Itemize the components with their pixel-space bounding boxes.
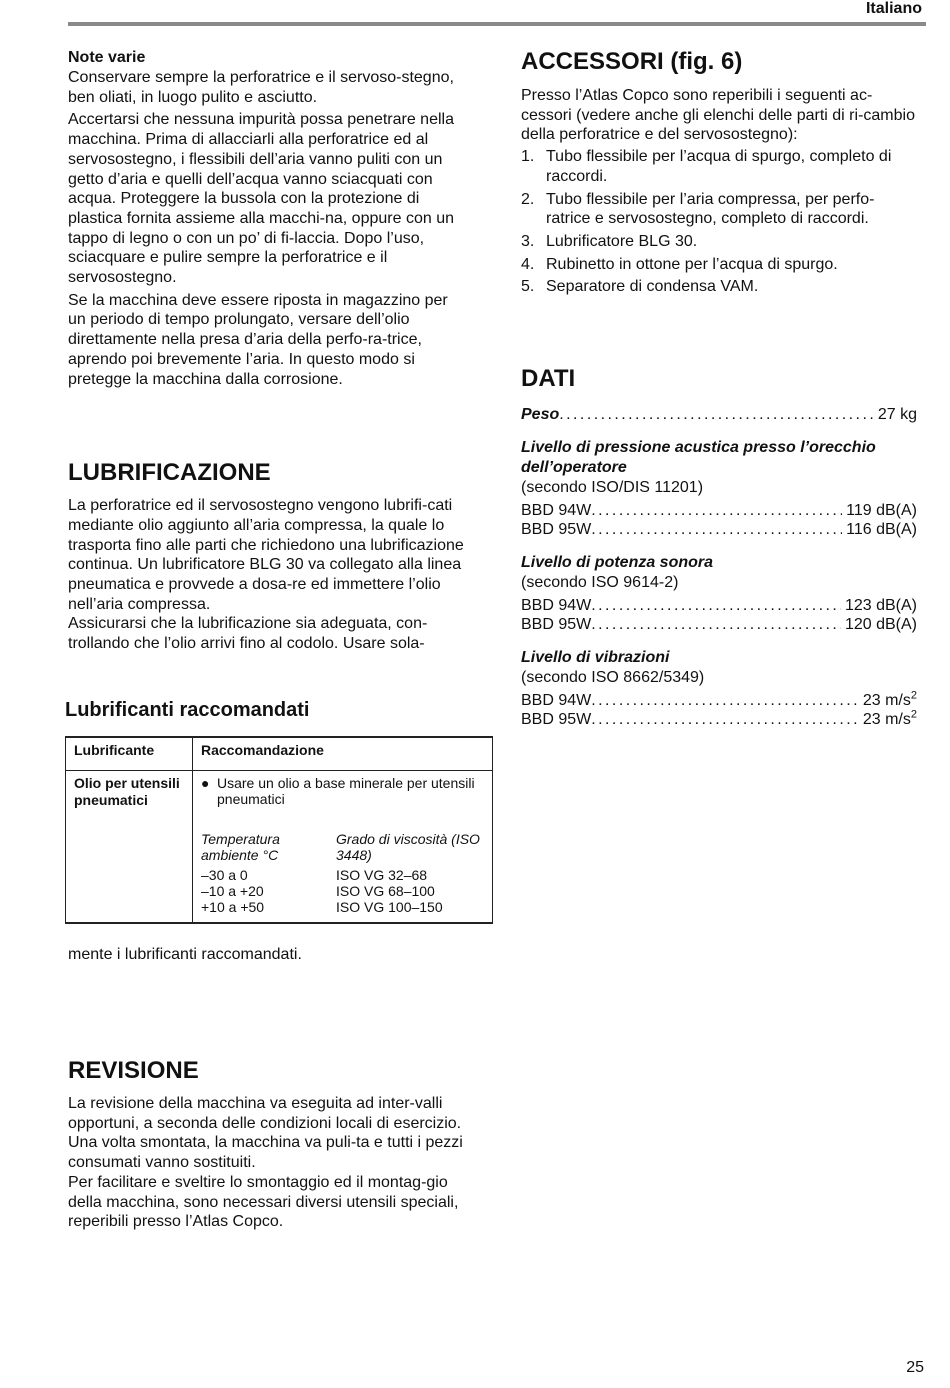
viscosity-value: ISO VG 32–68 bbox=[336, 867, 428, 883]
viscosity-value: ISO VG 68–100 bbox=[336, 883, 435, 899]
viscosity-header: Grado di viscosità (ISO 3448) bbox=[336, 831, 480, 863]
list-item: 1. Tubo flessibile per l’acqua di spurgo, completo di raccordi. bbox=[521, 148, 892, 185]
temperature-header: Temperatura ambiente °C bbox=[201, 831, 280, 863]
note-varie-paragraph: Se la macchina deve essere riposta in magazzino per un periodo di tempo prolungato, versare dell’olio direttamente nella presa d’aria della perfo-ra-trice, aprendo poi brevemente l’aria. In questo modo si pretegge la macchina dalla corrosione. bbox=[68, 291, 448, 388]
viscosity-value: ISO VG 100–150 bbox=[336, 899, 443, 915]
revisione-paragraph: Per facilitare e sveltire lo smontaggio ed il montag-gio della macchina, sono necessari diversi utensili speciali, reperibili presso l’Atlas Copco. bbox=[68, 1173, 459, 1231]
potenza-standard: (secondo ISO 9614-2) bbox=[521, 573, 679, 591]
list-item: 3. Lubrificatore BLG 30. bbox=[521, 232, 698, 250]
accessori-list bbox=[521, 147, 917, 297]
note-varie-title: Note varie bbox=[68, 49, 146, 66]
list-item: 2. Tubo flessibile per l’aria compressa, per perfo-ratrice e servosostegno, completo di raccordi. bbox=[521, 190, 875, 228]
data-row: BBD 94W . . . 123 dB(A) bbox=[521, 596, 917, 616]
temperature-value: +10 a +50 bbox=[201, 899, 265, 915]
note-varie-paragraph: Accertarsi che nessuna impurità possa penetrare nella macchina. Prima di allacciarli alla perforatrice ed al servosostegno, i flessibili dell’aria vanno puliti con un getto d’aria e quelli dell’acqua vanno sciacquati con acqua. Proteggere la bussola con la protezione di plastica fornita assieme alla macchi-na, oppure con un tappo di legno o con un po’ di fi-laccia. Dopo l’uso, sciacquare e pulire sempre la perforatrice e il servosostegno. bbox=[68, 111, 454, 287]
right-column bbox=[521, 48, 917, 730]
lubricants-title: Lubrificanti raccomandati bbox=[65, 699, 310, 721]
dati-title: DATI bbox=[521, 365, 576, 393]
revisione-title: REVISIONE bbox=[68, 1057, 199, 1084]
revisione-section bbox=[68, 1057, 468, 1232]
pressione-standard: (secondo ISO/DIS 11201) bbox=[521, 478, 704, 496]
pressione-title: Livello di pressione acustica presso l’orecchio dell’operatore bbox=[521, 438, 876, 476]
lubricants-table bbox=[65, 736, 493, 924]
left-column bbox=[68, 48, 468, 654]
vibrazioni-title: Livello di vibrazioni bbox=[521, 648, 670, 666]
viscosity-table bbox=[201, 831, 484, 915]
list-item: 5. Separatore di condensa VAM. bbox=[521, 278, 759, 296]
data-row: BBD 95W . . . 120 dB(A) bbox=[521, 615, 917, 635]
accessori-intro: Presso l’Atlas Copco sono reperibili i seguenti ac-cessori (vedere anche gli elenchi delle parti di ri-cambio della perforatrice e del servosostegno): bbox=[521, 87, 915, 144]
lubrificazione-paragraph: Assicurarsi che la lubrificazione sia adeguata, con-trollando che l’olio arrivi fino al codolo. Usare sola- bbox=[68, 615, 428, 653]
revisione-paragraph: La revisione della macchina va eseguita ad inter-valli opportuni, a seconda delle condizioni locali di esercizio. Una volta smontata, la macchina va puli-ta e tutti i pezzi consumati vanno sostituiti. bbox=[68, 1095, 463, 1172]
recommendation-column-header: Raccomandazione bbox=[193, 737, 493, 771]
accessori-title: ACCESSORI (fig. 6) bbox=[521, 48, 743, 75]
data-row: BBD 94W . . . 23 $m/s^2$ bbox=[521, 691, 917, 711]
data-row: BBD 95W . . . 116 dB(A) bbox=[521, 520, 917, 540]
peso-row bbox=[521, 405, 917, 425]
temperature-value: –30 a 0 bbox=[201, 867, 248, 883]
data-row: BBD 95W . . . 23 $m/s^2$ bbox=[521, 710, 917, 730]
recommendation-bullet bbox=[201, 775, 484, 807]
potenza-title: Livello di potenza sonora bbox=[521, 553, 714, 571]
lubrificazione-title: LUBRIFICAZIONE bbox=[68, 459, 271, 487]
peso-value: 27 kg bbox=[877, 406, 917, 424]
lubrificazione-paragraph: La perforatrice ed il servosostegno vengono lubrifi-cati mediante olio aggiunto all’aria compressa, la quale lo trasporta fino alle parti che richiedono una lubrificazione continua. Un lubrificatore BLG 30 va collegato alla linea pneumatica e provvede a dosa-re ed immettere l’olio nell’aria compressa. bbox=[68, 497, 464, 613]
vibrazioni-standard: (secondo ISO 8662/5349) bbox=[521, 668, 705, 686]
lubrificazione-continuation: mente i lubrificanti raccomandati. bbox=[68, 946, 302, 963]
data-row: BBD 94W . . . 119 dB(A) bbox=[521, 501, 917, 521]
language-label: Italiano bbox=[865, 0, 922, 17]
note-varie-paragraph: Conservare sempre la perforatrice e il servoso-stegno, ben oliati, in luogo pulito e asciutto. bbox=[68, 69, 454, 106]
bullet-icon: ● bbox=[201, 775, 210, 791]
page-number: 25 bbox=[906, 1359, 924, 1376]
list-item: 4. Rubinetto in ottone per l’acqua di spurgo. bbox=[521, 255, 838, 273]
header-rule bbox=[68, 22, 926, 26]
lubricant-name: Olio per utensili pneumatici bbox=[66, 771, 193, 924]
peso-label: Peso bbox=[521, 406, 560, 424]
temperature-value: –10 a +20 bbox=[201, 883, 264, 899]
recommendation-text: Usare un olio a base minerale per utensili pneumatici bbox=[217, 775, 475, 807]
lubricant-column-header: Lubrificante bbox=[66, 737, 193, 771]
